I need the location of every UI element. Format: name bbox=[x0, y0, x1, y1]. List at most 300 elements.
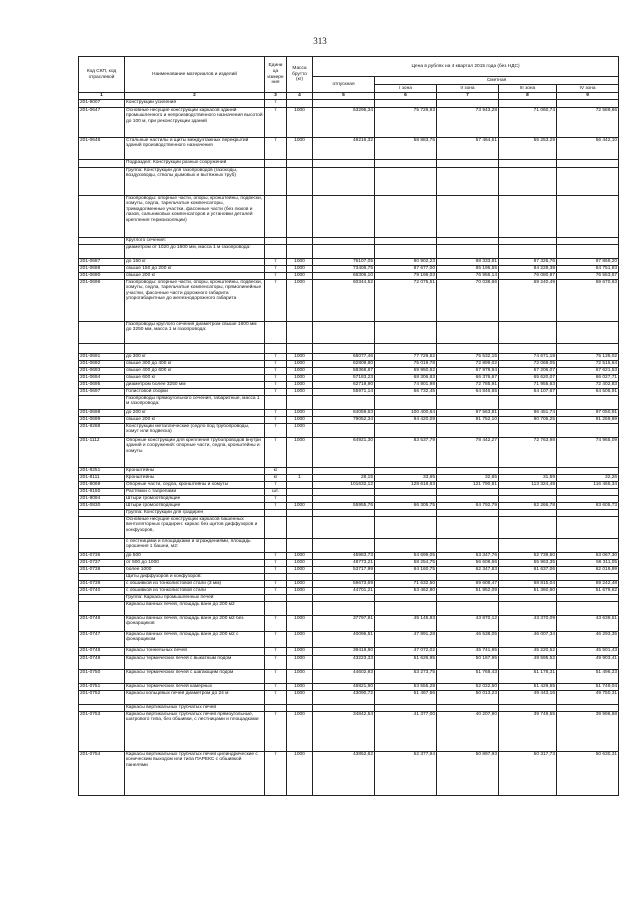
cell-zone2: 73 943,28 bbox=[437, 107, 499, 137]
cell-code: 201-9094 bbox=[79, 495, 125, 502]
cell-zone1: 71 632,50 bbox=[375, 580, 437, 587]
cell-zone2: 76 956,14 bbox=[437, 272, 499, 279]
cell-zone1: 54 699,05 bbox=[375, 552, 437, 559]
cell-unit bbox=[265, 594, 287, 601]
table-row bbox=[79, 495, 619, 502]
cell-code bbox=[79, 509, 125, 516]
table-row bbox=[79, 381, 619, 388]
cell-name: Конструкции усиления bbox=[125, 99, 265, 107]
cell-release-price bbox=[313, 601, 375, 615]
cell-name: Основные несущие конструкции каркасов зданий промышленного и непроизводственного назначения высотой до 100 м, при реконструкции зданий bbox=[125, 107, 265, 137]
cell-code: 201-0746 bbox=[79, 615, 125, 631]
cell-unit: т bbox=[265, 137, 287, 159]
cell-code: 201-0754 bbox=[79, 751, 125, 795]
table-row bbox=[79, 566, 619, 573]
cell-code bbox=[79, 573, 125, 580]
cell-zone1 bbox=[375, 167, 437, 195]
cell-name: Подраздел: Конструкции разных сооружений bbox=[125, 159, 265, 167]
cell-name: свыше 200 кг bbox=[125, 272, 265, 279]
cell-release-price: 34842,54 bbox=[313, 711, 375, 751]
table-row bbox=[79, 353, 619, 360]
header-estimated: Сметная bbox=[375, 77, 619, 85]
table-row bbox=[79, 683, 619, 690]
cell-name: Каркасы термических печей камерных bbox=[125, 683, 265, 690]
cell-zone1: 128 618,63 bbox=[375, 481, 437, 488]
cell-mass: 1000 bbox=[287, 137, 313, 159]
cell-unit bbox=[265, 244, 287, 258]
cell-zone2: 57 464,61 bbox=[437, 137, 499, 159]
cell-zone3: 51 178,31 bbox=[499, 669, 557, 683]
table-row bbox=[79, 751, 619, 795]
cell-zone3: 49 443,16 bbox=[499, 690, 557, 704]
table-row bbox=[79, 159, 619, 167]
cell-zone1 bbox=[375, 195, 437, 237]
cell-code: 201-1112 bbox=[79, 437, 125, 467]
cell-mass: 1000 bbox=[287, 437, 313, 467]
cell-zone3 bbox=[499, 395, 557, 409]
cell-release-price: 64921,30 bbox=[313, 437, 375, 467]
cell-zone1: 79 196,03 bbox=[375, 272, 437, 279]
cell-unit bbox=[265, 395, 287, 409]
cell-unit: т bbox=[265, 423, 287, 437]
table-row bbox=[79, 272, 619, 279]
cell-release-price: 62719,90 bbox=[313, 381, 375, 388]
cell-zone3 bbox=[499, 167, 557, 195]
cell-name: Газопроводы круглого сечения диаметром свыше 1600 мм до 3250 мм, масса 1 м газопровода: bbox=[125, 321, 265, 343]
cell-zone3: 74 671,18 bbox=[499, 353, 557, 360]
cell-code: 201-9007 bbox=[79, 99, 125, 107]
cell-unit: т bbox=[265, 481, 287, 488]
cell-unit: т bbox=[265, 751, 287, 795]
cell-zone3: 55 963,35 bbox=[499, 559, 557, 566]
cell-mass: 1000 bbox=[287, 711, 313, 751]
cell-zone3: 52 739,50 bbox=[499, 552, 557, 559]
cell-zone2 bbox=[437, 594, 499, 601]
cell-release-price: 44602,93 bbox=[313, 669, 375, 683]
cell-release-price: 39418,80 bbox=[313, 647, 375, 655]
cell-zone3 bbox=[499, 488, 557, 495]
cell-code: 201-0750 bbox=[79, 669, 125, 683]
cell-zone4 bbox=[557, 573, 619, 580]
cell-zone3: 50 317,73 bbox=[499, 751, 557, 795]
table-row bbox=[79, 437, 619, 467]
cell-zone2 bbox=[437, 159, 499, 167]
cell-release-price: 48773,21 bbox=[313, 559, 375, 566]
cell-zone3 bbox=[499, 321, 557, 343]
cell-code: 201-0696 bbox=[79, 279, 125, 321]
cell-zone1: 66 732,45 bbox=[375, 388, 437, 395]
header-mass: Масса брутто (кг) bbox=[287, 57, 313, 93]
cell-zone1: 94 420,09 bbox=[375, 416, 437, 423]
cell-zone3 bbox=[499, 509, 557, 516]
cell-release-price: 43852,62 bbox=[313, 751, 375, 795]
cell-name: Газопроводы: опорные части, опоры, кронштейны, подвески, хомуты, седла, тарельчатые компенсаторы, тримадолменные участки, фасонные части (без люков и лазов, сальниковых компенсаторов и установки деталей крепления термоизоляции) bbox=[125, 195, 265, 237]
cell-mass bbox=[287, 594, 313, 601]
cell-zone2 bbox=[437, 488, 499, 495]
cell-unit bbox=[265, 321, 287, 343]
cell-code bbox=[79, 343, 125, 353]
cell-zone1 bbox=[375, 495, 437, 502]
cell-zone3 bbox=[499, 594, 557, 601]
cell-release-price bbox=[313, 195, 375, 237]
cell-zone3 bbox=[499, 573, 557, 580]
cell-zone4: 67 621,53 bbox=[557, 367, 619, 374]
table-row bbox=[79, 509, 619, 516]
cell-zone4: 87 869,20 bbox=[557, 258, 619, 265]
table-row bbox=[79, 711, 619, 751]
cell-zone1: 74 901,98 bbox=[375, 381, 437, 388]
cell-zone1: 52 377,94 bbox=[375, 751, 437, 795]
cell-code bbox=[79, 195, 125, 237]
cell-unit: т bbox=[265, 265, 287, 272]
cell-zone1 bbox=[375, 343, 437, 353]
header-zone3: III зона bbox=[499, 85, 557, 93]
header-code: Код СКП, код отраслевой bbox=[79, 57, 125, 93]
table-row bbox=[79, 409, 619, 416]
cell-name: Каркасы ванных печей, площадь ванн до 200 м2 с фонарщиком bbox=[125, 631, 265, 647]
cell-mass bbox=[287, 538, 313, 552]
cell-mass: 1000 bbox=[287, 423, 313, 437]
cell-zone2: 53 347,76 bbox=[437, 552, 499, 559]
cell-mass bbox=[287, 195, 313, 237]
cell-zone3: 61 637,06 bbox=[499, 566, 557, 573]
table-row bbox=[79, 615, 619, 631]
cell-name: Группа: Конструкции для газопроводов (газоходы, воздуховоды, стволы дымовых и вытяжных труб) bbox=[125, 167, 265, 195]
cell-zone1 bbox=[375, 488, 437, 495]
cell-unit: кг bbox=[265, 474, 287, 481]
cell-zone4: 91 269,69 bbox=[557, 416, 619, 423]
cell-mass bbox=[287, 573, 313, 580]
cell-mass: 1000 bbox=[287, 587, 313, 594]
table-row bbox=[79, 669, 619, 683]
cell-zone4: 64 505,91 bbox=[557, 388, 619, 395]
cell-zone1 bbox=[375, 509, 437, 516]
cell-zone1 bbox=[375, 516, 437, 538]
cell-zone2: 91 752,10 bbox=[437, 416, 499, 423]
cell-name: диаметром более 3250 мм bbox=[125, 381, 265, 388]
cell-release-price: 59673,69 bbox=[313, 580, 375, 587]
cell-zone4: 66 027,71 bbox=[557, 374, 619, 381]
cell-code: 201-0752 bbox=[79, 690, 125, 704]
cell-zone1: 33,65 bbox=[375, 474, 437, 481]
cell-release-price bbox=[313, 467, 375, 474]
cell-name: Опорные конструкции для крепления трубопроводов внутри зданий и сооружений: опорные части, седла, кронштейны и хомуты bbox=[125, 437, 265, 467]
cell-zone1 bbox=[375, 159, 437, 167]
cell-code: 201-0694 bbox=[79, 374, 125, 381]
table-row bbox=[79, 423, 619, 437]
cell-zone3: 71 955,63 bbox=[499, 381, 557, 388]
cell-zone4 bbox=[557, 244, 619, 258]
cell-mass: 1000 bbox=[287, 353, 313, 360]
cell-zone3: 43 370,09 bbox=[499, 615, 557, 631]
cell-zone1: 47 891,28 bbox=[375, 631, 437, 647]
cell-zone1: 53 462,80 bbox=[375, 587, 437, 594]
cell-unit bbox=[265, 509, 287, 516]
cell-zone4: 51 496,23 bbox=[557, 669, 619, 683]
cell-mass: 1000 bbox=[287, 655, 313, 669]
cell-name: до 500 bbox=[125, 552, 265, 559]
cell-code bbox=[79, 594, 125, 601]
table-row bbox=[79, 587, 619, 594]
cell-release-price bbox=[313, 509, 375, 516]
cell-mass: 1000 bbox=[287, 683, 313, 690]
header-release: отпускная bbox=[313, 77, 375, 93]
cell-zone1 bbox=[375, 395, 437, 409]
cell-zone2: 32,65 bbox=[437, 474, 499, 481]
cell-unit: т bbox=[265, 587, 287, 594]
index-cell: 4 bbox=[287, 93, 313, 100]
cell-mass: 1000 bbox=[287, 502, 313, 509]
cell-mass: 1000 bbox=[287, 751, 313, 795]
cell-zone4: 51 679,62 bbox=[557, 587, 619, 594]
table-row bbox=[79, 99, 619, 107]
index-cell: 6 bbox=[375, 93, 437, 100]
cell-zone3: 69 240,49 bbox=[499, 279, 557, 321]
cell-zone4: 56 311,05 bbox=[557, 559, 619, 566]
cell-zone4 bbox=[557, 594, 619, 601]
cell-zone4 bbox=[557, 601, 619, 615]
header-unit: Едини ца измере ния bbox=[265, 57, 287, 93]
cell-zone4: 43 639,51 bbox=[557, 615, 619, 631]
table-row bbox=[79, 167, 619, 195]
cell-zone4: 63 605,73 bbox=[557, 502, 619, 509]
cell-mass bbox=[287, 395, 313, 409]
cell-unit: т bbox=[265, 360, 287, 367]
cell-zone3: 64 107,67 bbox=[499, 388, 557, 395]
cell-name: свыше 200 кг bbox=[125, 416, 265, 423]
cell-zone2 bbox=[437, 573, 499, 580]
cell-zone3: 31,59 bbox=[499, 474, 557, 481]
header-zone2: II зона bbox=[437, 85, 499, 93]
cell-unit: т bbox=[265, 683, 287, 690]
cell-zone4 bbox=[557, 321, 619, 343]
cell-zone2: 50 013,23 bbox=[437, 690, 499, 704]
cell-zone2: 72 785,91 bbox=[437, 381, 499, 388]
cell-release-price: 84059,63 bbox=[313, 409, 375, 416]
cell-zone4: 32,26 bbox=[557, 474, 619, 481]
table-row bbox=[79, 655, 619, 669]
cell-code: 201-0830 bbox=[79, 502, 125, 509]
cell-name: Конструкции металлические (седло под трубопроводы, хомут или подвеска) bbox=[125, 423, 265, 437]
cell-name bbox=[125, 343, 265, 353]
table-row bbox=[79, 367, 619, 374]
cell-code bbox=[79, 244, 125, 258]
cell-zone4: 51 749,04 bbox=[557, 683, 619, 690]
cell-mass: 1000 bbox=[287, 690, 313, 704]
cell-mass: 1000 bbox=[287, 669, 313, 683]
cell-mass: 1000 bbox=[287, 559, 313, 566]
cell-name: до 200 кг bbox=[125, 409, 265, 416]
cell-release-price bbox=[313, 516, 375, 538]
cell-unit: т bbox=[265, 580, 287, 587]
table-row bbox=[79, 279, 619, 321]
cell-zone3: 96 451,74 bbox=[499, 409, 557, 416]
table-row bbox=[79, 388, 619, 395]
cell-name: Каркасы ванных печей, площадь ванн до 200 м2 bbox=[125, 601, 265, 615]
cell-zone1 bbox=[375, 467, 437, 474]
cell-mass bbox=[287, 509, 313, 516]
cell-mass bbox=[287, 481, 313, 488]
cell-mass bbox=[287, 467, 313, 474]
cell-zone2: 43 870,12 bbox=[437, 615, 499, 631]
cell-zone4: 97 050,91 bbox=[557, 409, 619, 416]
cell-zone2: 121 790,81 bbox=[437, 481, 499, 488]
cell-zone3 bbox=[499, 244, 557, 258]
cell-code: 201-0751 bbox=[79, 683, 125, 690]
cell-mass: 1000 bbox=[287, 409, 313, 416]
cell-zone4: 74 965,09 bbox=[557, 437, 619, 467]
cell-zone4: 75 135,02 bbox=[557, 353, 619, 360]
cell-zone4: 84 751,83 bbox=[557, 265, 619, 272]
cell-code: 201-0747 bbox=[79, 631, 125, 647]
cell-zone3: 71 060,74 bbox=[499, 107, 557, 137]
cell-zone3: 51 429,55 bbox=[499, 683, 557, 690]
cell-code bbox=[79, 167, 125, 195]
cell-code: 201-0697 bbox=[79, 388, 125, 395]
cell-release-price: 63296,34 bbox=[313, 107, 375, 137]
cell-zone1 bbox=[375, 423, 437, 437]
cell-mass bbox=[287, 601, 313, 615]
cell-unit: т bbox=[265, 279, 287, 321]
cell-code: 201-0690 bbox=[79, 272, 125, 279]
cell-zone4: 53 067,30 bbox=[557, 552, 619, 559]
cell-unit bbox=[265, 516, 287, 538]
cell-release-price: 37797,91 bbox=[313, 615, 375, 631]
cell-code: 201-0695 bbox=[79, 381, 125, 388]
cell-unit: т bbox=[265, 690, 287, 704]
cell-name: с обшивкой из тонколистовой стали (3 мм) bbox=[125, 580, 265, 587]
cell-zone4 bbox=[557, 99, 619, 107]
table-row bbox=[79, 107, 619, 137]
cell-name: диаметром от 1020 до 1600 мм, масса 1 м газопровода: bbox=[125, 244, 265, 258]
cell-zone3: 87 326,76 bbox=[499, 258, 557, 265]
cell-release-price: 60344,52 bbox=[313, 279, 375, 321]
cell-name: Растяжки с талрепами bbox=[125, 488, 265, 495]
index-cell: 5 bbox=[313, 93, 375, 100]
cell-unit: т bbox=[265, 495, 287, 502]
header-name: Наименование материалов и изделий bbox=[125, 57, 265, 93]
cell-release-price: 58368,87 bbox=[313, 367, 375, 374]
cell-code: 201-8111 bbox=[79, 474, 125, 481]
cell-release-price: 46821,90 bbox=[313, 683, 375, 690]
cell-zone2: 62 347,83 bbox=[437, 566, 499, 573]
index-cell: 7 bbox=[437, 93, 499, 100]
cell-zone2 bbox=[437, 467, 499, 474]
cell-mass bbox=[287, 343, 313, 353]
cell-unit: т bbox=[265, 374, 287, 381]
cell-unit bbox=[265, 237, 287, 244]
cell-release-price bbox=[313, 237, 375, 244]
cell-zone2 bbox=[437, 704, 499, 711]
cell-zone1: 51 467,56 bbox=[375, 690, 437, 704]
table-row bbox=[79, 416, 619, 423]
cell-release-price bbox=[313, 167, 375, 195]
cell-unit: т bbox=[265, 367, 287, 374]
cell-zone4 bbox=[557, 159, 619, 167]
cell-mass bbox=[287, 99, 313, 107]
cell-release-price bbox=[313, 321, 375, 343]
cell-zone3 bbox=[499, 467, 557, 474]
cell-name: Опорные части, седла, кронштейны и хомуты bbox=[125, 481, 265, 488]
cell-release-price: 73406,75 bbox=[313, 265, 375, 272]
cell-zone4 bbox=[557, 423, 619, 437]
cell-unit: т bbox=[265, 552, 287, 559]
cell-unit bbox=[265, 601, 287, 615]
table-row bbox=[79, 474, 619, 481]
cell-zone2 bbox=[437, 343, 499, 353]
cell-zone1: 66 305,75 bbox=[375, 502, 437, 509]
cell-name: Каркасы вертикальных трубчатых печей цилиндрические с коническим выходом или типа ПАРЕКС с обшивкой панелями bbox=[125, 751, 265, 795]
cell-zone4 bbox=[557, 167, 619, 195]
cell-code: 201-0740 bbox=[79, 587, 125, 594]
cell-unit bbox=[265, 343, 287, 353]
cell-code: 201-0738 bbox=[79, 566, 125, 573]
table-row bbox=[79, 488, 619, 495]
cell-zone4 bbox=[557, 704, 619, 711]
cell-zone2: 78 442,27 bbox=[437, 437, 499, 467]
cell-zone4: 46 293,35 bbox=[557, 631, 619, 647]
cell-zone3: 72 763,98 bbox=[499, 437, 557, 467]
cell-mass: 1000 bbox=[287, 566, 313, 573]
cell-zone2: 64 792,79 bbox=[437, 502, 499, 509]
cell-unit: т bbox=[265, 615, 287, 631]
cell-code bbox=[79, 321, 125, 343]
cell-unit bbox=[265, 159, 287, 167]
cell-name: Голистовой сборки bbox=[125, 388, 265, 395]
cell-mass: 1 bbox=[287, 474, 313, 481]
cell-release-price: 57183,23 bbox=[313, 374, 375, 381]
cell-zone4 bbox=[557, 195, 619, 237]
table-row bbox=[79, 704, 619, 711]
cell-code bbox=[79, 159, 125, 167]
cell-release-price bbox=[313, 343, 375, 353]
cell-zone3 bbox=[499, 516, 557, 538]
cell-zone3: 49 595,52 bbox=[499, 655, 557, 669]
cell-unit: т bbox=[265, 381, 287, 388]
cell-release-price: 28,15 bbox=[313, 474, 375, 481]
price-table bbox=[78, 56, 619, 796]
cell-zone1 bbox=[375, 244, 437, 258]
cell-release-price bbox=[313, 573, 375, 580]
cell-code: 201-0748 bbox=[79, 647, 125, 655]
cell-name: Щиты диффузоров и конфузоров: bbox=[125, 573, 265, 580]
cell-code: 201-0687 bbox=[79, 258, 125, 265]
header-price-title: Цена в рублях на 4 квартал 2015 года (без НДС) bbox=[313, 57, 619, 77]
cell-unit: т bbox=[265, 647, 287, 655]
cell-zone3 bbox=[499, 423, 557, 437]
table-row bbox=[79, 631, 619, 647]
cell-unit bbox=[265, 573, 287, 580]
cell-mass: 1000 bbox=[287, 272, 313, 279]
table-row bbox=[79, 573, 619, 580]
cell-mass bbox=[287, 159, 313, 167]
cell-zone4: 72 589,66 bbox=[557, 107, 619, 137]
cell-zone2: 97 563,81 bbox=[437, 409, 499, 416]
cell-zone3: 72 068,05 bbox=[499, 360, 557, 367]
cell-release-price: 62809,80 bbox=[313, 360, 375, 367]
cell-name: Стальные настилы и щиты междуэтажных перекрытий зданий производственного назначения bbox=[125, 137, 265, 159]
table-row bbox=[79, 516, 619, 538]
cell-code bbox=[79, 516, 125, 538]
cell-code: 201-0749 bbox=[79, 655, 125, 669]
cell-zone1: 90 902,23 bbox=[375, 258, 437, 265]
page-number: 313 bbox=[313, 36, 327, 46]
cell-name: Каркасы вертикальных трубчатых печей прямоугольные, шатрового типа, без обшивки, с лестницами и площадками bbox=[125, 711, 265, 751]
cell-unit: шт. bbox=[265, 488, 287, 495]
cell-zone3 bbox=[499, 237, 557, 244]
cell-mass: 1000 bbox=[287, 258, 313, 265]
cell-mass: 1000 bbox=[287, 381, 313, 388]
